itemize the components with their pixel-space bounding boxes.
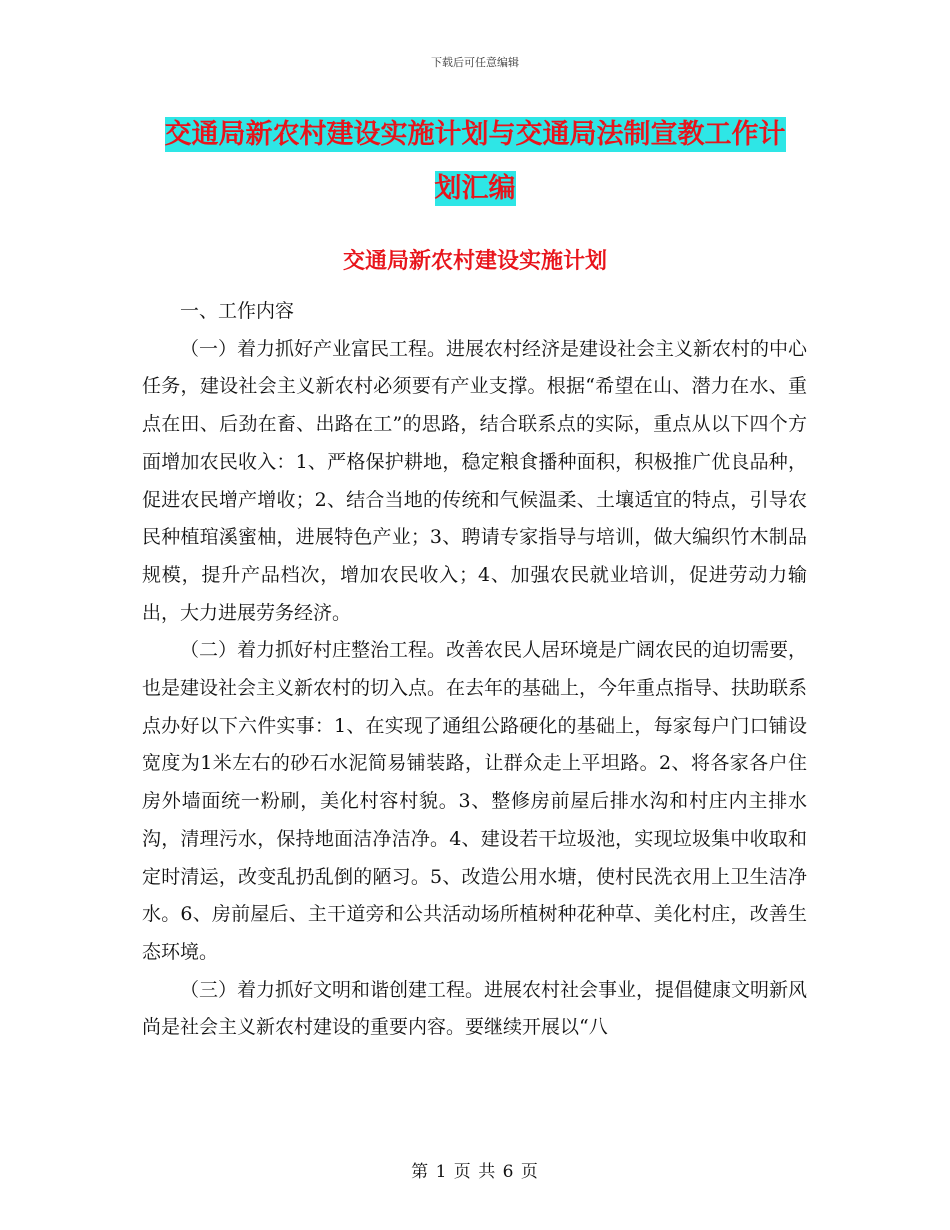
document-title-line2: 划汇编	[434, 173, 516, 204]
heading-work-content: 一、工作内容	[180, 300, 295, 322]
paragraph-village: （二）着力抓好村庄整治工程。改善农民人居环境是广阔农民的迫切需要，也是建设社会主义新农村的切入点。在去年的基础上，今年重点指导、扶助联系点办好以下六件实事：1、在实现了通组公路硬化的基础上，每家每户门口铺设宽度为1米左右的砂石水泥简易铺装路，让群众走上平坦路。2、将各家各户住房外墙面统一粉刷，美化村容村貌。3、整修房前屋后排水沟和村庄内主排水沟，清理污水，保持地面洁净洁净。4、建设若干垃圾池，实现垃圾集中收取和定时清运，改变乱扔乱倒的陋习。5、改造公用水塘，使村民洗衣用上卫生洁净水。6、房前屋后、主干道旁和公共活动场所植树种花种草、美化村庄，改善生态环境。	[142, 639, 808, 963]
header-note: 下载后可任意编辑	[431, 56, 519, 69]
document-title-line1: 交通局新农村建设实施计划与交通局法制宣教工作计	[164, 119, 786, 150]
page-footer: 第 1 页 共 6 页	[411, 1162, 539, 1182]
section-title: 交通局新农村建设实施计划	[342, 248, 607, 274]
document-title	[0, 108, 950, 216]
document-body	[142, 293, 807, 1047]
paragraph-civilization: （三）着力抓好文明和谐创建工程。进展农村社会事业，提倡健康文明新风尚是社会主义新农村建设的重要内容。要继续开展以“八	[142, 978, 808, 1039]
paragraph-industry: （一）着力抓好产业富民工程。进展农村经济是建设社会主义新农村的中心任务，建设社会主义新农村必须要有产业支撑。根据“希望在山、潜力在水、重点在田、后劲在畜、出路在工”的思路，结合联系点的实际，重点从以下四个方面增加农民收入：1、严格保护耕地，稳定粮食播种面积，积极推广优良品种，促进农民增产增收；2、结合当地的传统和气候温柔、土壤适宜的特点，引导农民种植琯溪蜜柚，进展特色产业；3、聘请专家指导与培训，做大编织竹木制品规模，提升产品档次，增加农民收入；4、加强农民就业培训，促进劳动力输出，大力进展劳务经济。	[142, 337, 808, 624]
